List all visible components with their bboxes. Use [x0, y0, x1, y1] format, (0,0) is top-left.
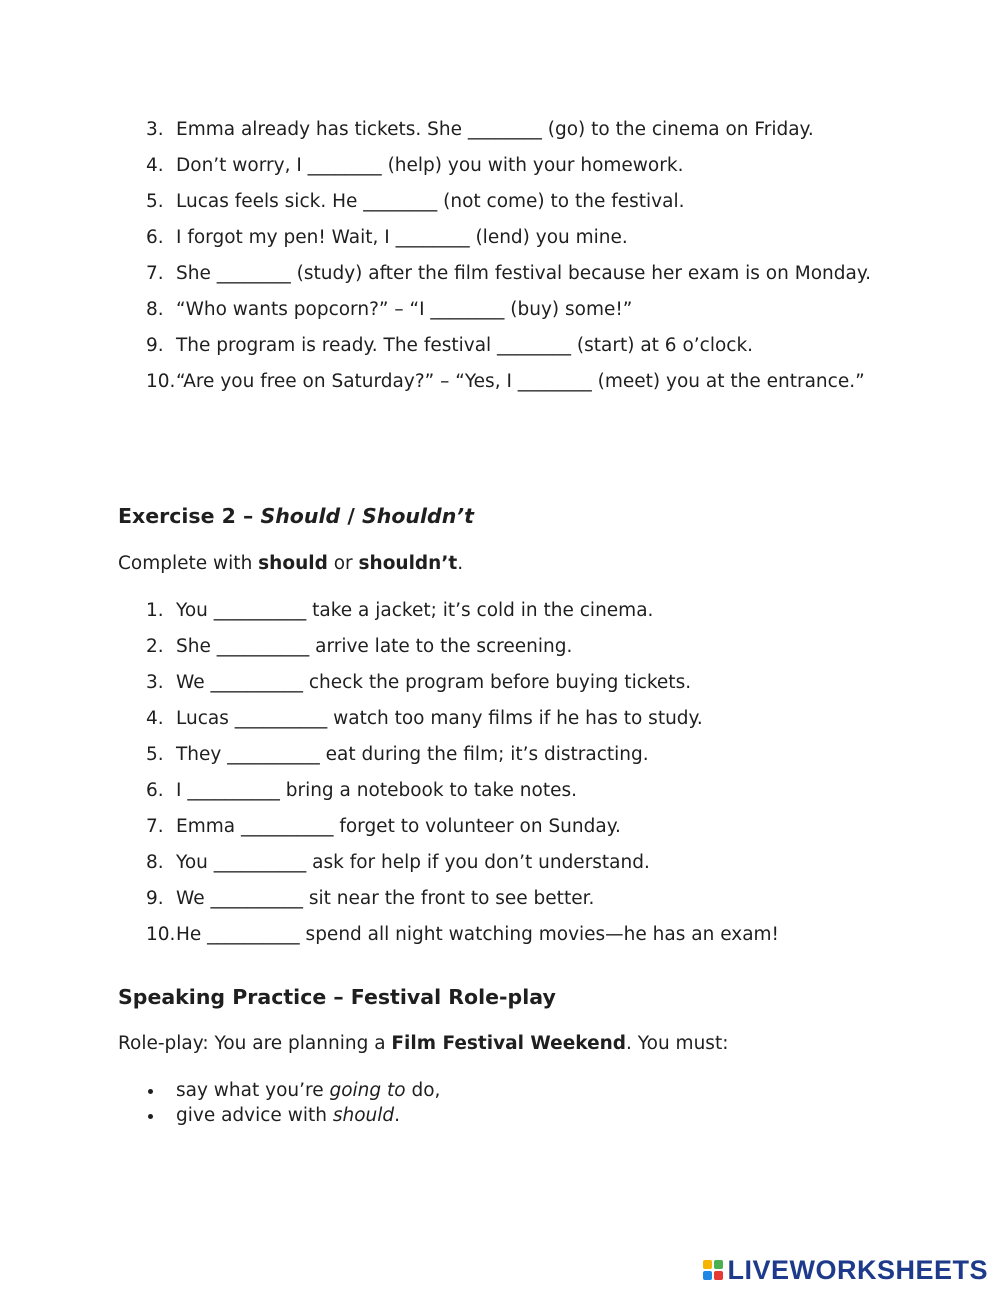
logo-text: LIVEWORKSHEETS [727, 1255, 988, 1285]
instruction-suffix: . You must: [626, 1033, 729, 1054]
item-number: 4. [146, 708, 164, 729]
speaking-instruction [118, 1032, 728, 1056]
item-number: 6. [146, 780, 164, 801]
heading-prefix: Exercise 2 – [118, 504, 261, 528]
item-number: 10. [146, 924, 176, 945]
heading-should: Should [260, 504, 341, 528]
heading-shouldnt: Shouldn’t [361, 504, 474, 528]
logo-square [703, 1271, 712, 1280]
item-text: “Are you free on Saturday?” – “Yes, I ________ (meet) you at the entrance.” [176, 371, 865, 392]
instruction-shouldnt: shouldn’t [358, 553, 458, 574]
logo-square [703, 1260, 712, 1269]
bullet-suffix: do, [405, 1080, 441, 1101]
item-text: You __________ take a jacket; it’s cold in the cinema. [176, 600, 654, 621]
item-number: 1. [146, 600, 164, 621]
list-item [118, 364, 878, 400]
bullet-italic: going to [329, 1080, 406, 1101]
list-item [118, 328, 878, 364]
list-item [118, 112, 878, 148]
instruction-prefix: Role-play: You are planning a [118, 1033, 392, 1054]
item-number: 5. [146, 191, 164, 212]
bullet-suffix: . [394, 1105, 401, 1126]
list-item [118, 220, 878, 256]
list-item [118, 184, 878, 220]
speaking-bullets [118, 1078, 440, 1128]
item-text: We __________ sit near the front to see better. [176, 888, 595, 909]
heading-separator: / [340, 504, 362, 528]
list-item [118, 665, 878, 701]
exercise-2-heading [118, 503, 474, 529]
bullet-item [118, 1078, 440, 1103]
item-text: Emma already has tickets. She ________ (go) to the cinema on Friday. [176, 119, 814, 140]
list-item [118, 256, 878, 292]
liveworksheets-logo [703, 1255, 988, 1285]
bullet-item [118, 1103, 440, 1128]
item-text: “Who wants popcorn?” – “I ________ (buy) some!” [176, 299, 633, 320]
item-number: 4. [146, 155, 164, 176]
bullet-prefix: give advice with [176, 1105, 333, 1126]
list-item [118, 292, 878, 328]
item-number: 10. [146, 371, 176, 392]
item-number: 5. [146, 744, 164, 765]
list-item [118, 809, 878, 845]
item-text: The program is ready. The festival ________ (start) at 6 o’clock. [176, 335, 754, 356]
exercise-2-instruction [118, 552, 463, 576]
item-number: 8. [146, 299, 164, 320]
bullet-italic: should [332, 1105, 395, 1126]
instruction-bold: Film Festival Weekend [391, 1033, 627, 1054]
item-number: 9. [146, 888, 164, 909]
list-item [118, 629, 878, 665]
item-text: You __________ ask for help if you don’t understand. [176, 852, 650, 873]
list-item [118, 148, 878, 184]
item-text: I __________ bring a notebook to take notes. [176, 780, 577, 801]
item-text: Emma __________ forget to volunteer on Sunday. [176, 816, 621, 837]
item-number: 9. [146, 335, 164, 356]
item-number: 8. [146, 852, 164, 873]
list-item [118, 773, 878, 809]
list-item [118, 737, 878, 773]
item-text: We __________ check the program before buying tickets. [176, 672, 692, 693]
item-number: 3. [146, 119, 164, 140]
item-text: I forgot my pen! Wait, I ________ (lend) you mine. [176, 227, 628, 248]
item-text: She ________ (study) after the film festival because her exam is on Monday. [176, 263, 872, 284]
item-text: He __________ spend all night watching movies—he has an exam! [176, 924, 779, 945]
item-text: Lucas __________ watch too many films if he has to study. [176, 708, 703, 729]
item-text: Lucas feels sick. He ________ (not come) to the festival. [176, 191, 685, 212]
exercise-1-list [118, 112, 878, 400]
item-text: She __________ arrive late to the screening. [176, 636, 573, 657]
item-number: 2. [146, 636, 164, 657]
item-number: 3. [146, 672, 164, 693]
instruction-should: should [258, 553, 328, 574]
logo-mark-icon [703, 1260, 723, 1280]
item-number: 6. [146, 227, 164, 248]
instruction-prefix: Complete with [118, 553, 259, 574]
instruction-or: or [327, 553, 359, 574]
item-number: 7. [146, 263, 164, 284]
instruction-suffix: . [457, 553, 464, 574]
exercise-2-list [118, 593, 878, 953]
list-item [118, 593, 878, 629]
list-item [118, 845, 878, 881]
list-item [118, 881, 878, 917]
speaking-heading: Speaking Practice – Festival Role-play [118, 985, 556, 1009]
item-text: They __________ eat during the film; it’s distracting. [176, 744, 649, 765]
logo-square [714, 1271, 723, 1280]
item-number: 7. [146, 816, 164, 837]
list-item [118, 917, 878, 953]
logo-square [714, 1260, 723, 1269]
bullet-prefix: say what you’re [176, 1080, 330, 1101]
item-text: Don’t worry, I ________ (help) you with your homework. [176, 155, 684, 176]
list-item [118, 701, 878, 737]
